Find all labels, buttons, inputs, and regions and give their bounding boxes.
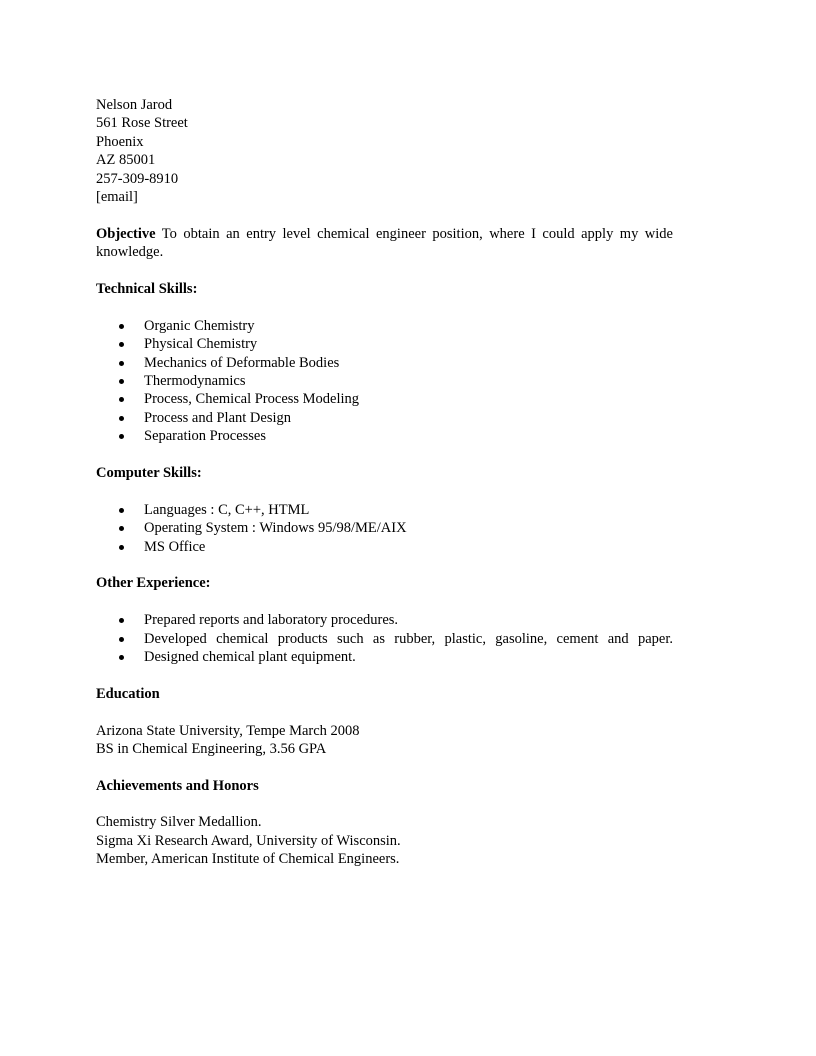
contact-state-zip: AZ 85001 [96, 152, 156, 169]
bullet-icon [119, 637, 124, 642]
list-item: Process and Plant Design [96, 409, 673, 427]
contact-email: [email] [96, 188, 138, 205]
achievements-heading: Achievements and Honors [96, 777, 259, 794]
list-item: Prepared reports and laboratory procedures. [96, 611, 673, 629]
bullet-icon [119, 545, 124, 550]
list-item: Physical Chemistry [96, 335, 673, 353]
education-heading: Education [96, 685, 160, 702]
other-experience-list [96, 611, 673, 666]
achievement-item: Sigma Xi Research Award, University of Wisconsin. [96, 832, 401, 849]
contact-block [96, 96, 673, 206]
list-item: Designed chemical plant equipment. [96, 648, 673, 666]
objective-label: Objective [96, 225, 156, 242]
technical-skills-list [96, 317, 673, 446]
objective-text: To obtain an entry level chemical engineer position, where I could apply my wide knowledge. [96, 225, 673, 261]
contact-city: Phoenix [96, 133, 144, 150]
bullet-icon [119, 508, 124, 513]
list-item: Organic Chemistry [96, 317, 673, 335]
computer-skills-heading: Computer Skills: [96, 464, 202, 481]
list-item: Mechanics of Deformable Bodies [96, 354, 673, 372]
achievement-item: Chemistry Silver Medallion. [96, 814, 262, 831]
list-item: Languages : C, C++, HTML [96, 501, 673, 519]
bullet-icon [119, 342, 124, 347]
bullet-icon [119, 618, 124, 623]
contact-street: 561 Rose Street [96, 115, 188, 132]
bullet-icon [119, 434, 124, 439]
list-item: Developed chemical products such as rubber, plastic, gasoline, cement and paper. [96, 630, 673, 648]
achievement-item: Member, American Institute of Chemical Engineers. [96, 851, 400, 868]
bullet-icon [119, 361, 124, 366]
bullet-icon [119, 397, 124, 402]
bullet-icon [119, 416, 124, 421]
technical-skills-heading: Technical Skills: [96, 280, 198, 297]
list-item: Separation Processes [96, 427, 673, 445]
bullet-icon [119, 324, 124, 329]
bullet-icon [119, 655, 124, 660]
resume-document [96, 96, 673, 869]
list-item: Operating System : Windows 95/98/ME/AIX [96, 519, 673, 537]
education-school: Arizona State University, Tempe March 2008 [96, 722, 360, 739]
list-item: Thermodynamics [96, 372, 673, 390]
education-degree: BS in Chemical Engineering, 3.56 GPA [96, 740, 327, 757]
bullet-icon [119, 526, 124, 531]
bullet-icon [119, 379, 124, 384]
contact-phone: 257-309-8910 [96, 170, 179, 187]
computer-skills-list [96, 501, 673, 556]
objective-section [96, 225, 673, 262]
other-experience-heading: Other Experience: [96, 575, 211, 592]
list-item: MS Office [96, 538, 673, 556]
list-item: Process, Chemical Process Modeling [96, 390, 673, 408]
contact-name: Nelson Jarod [96, 97, 173, 113]
